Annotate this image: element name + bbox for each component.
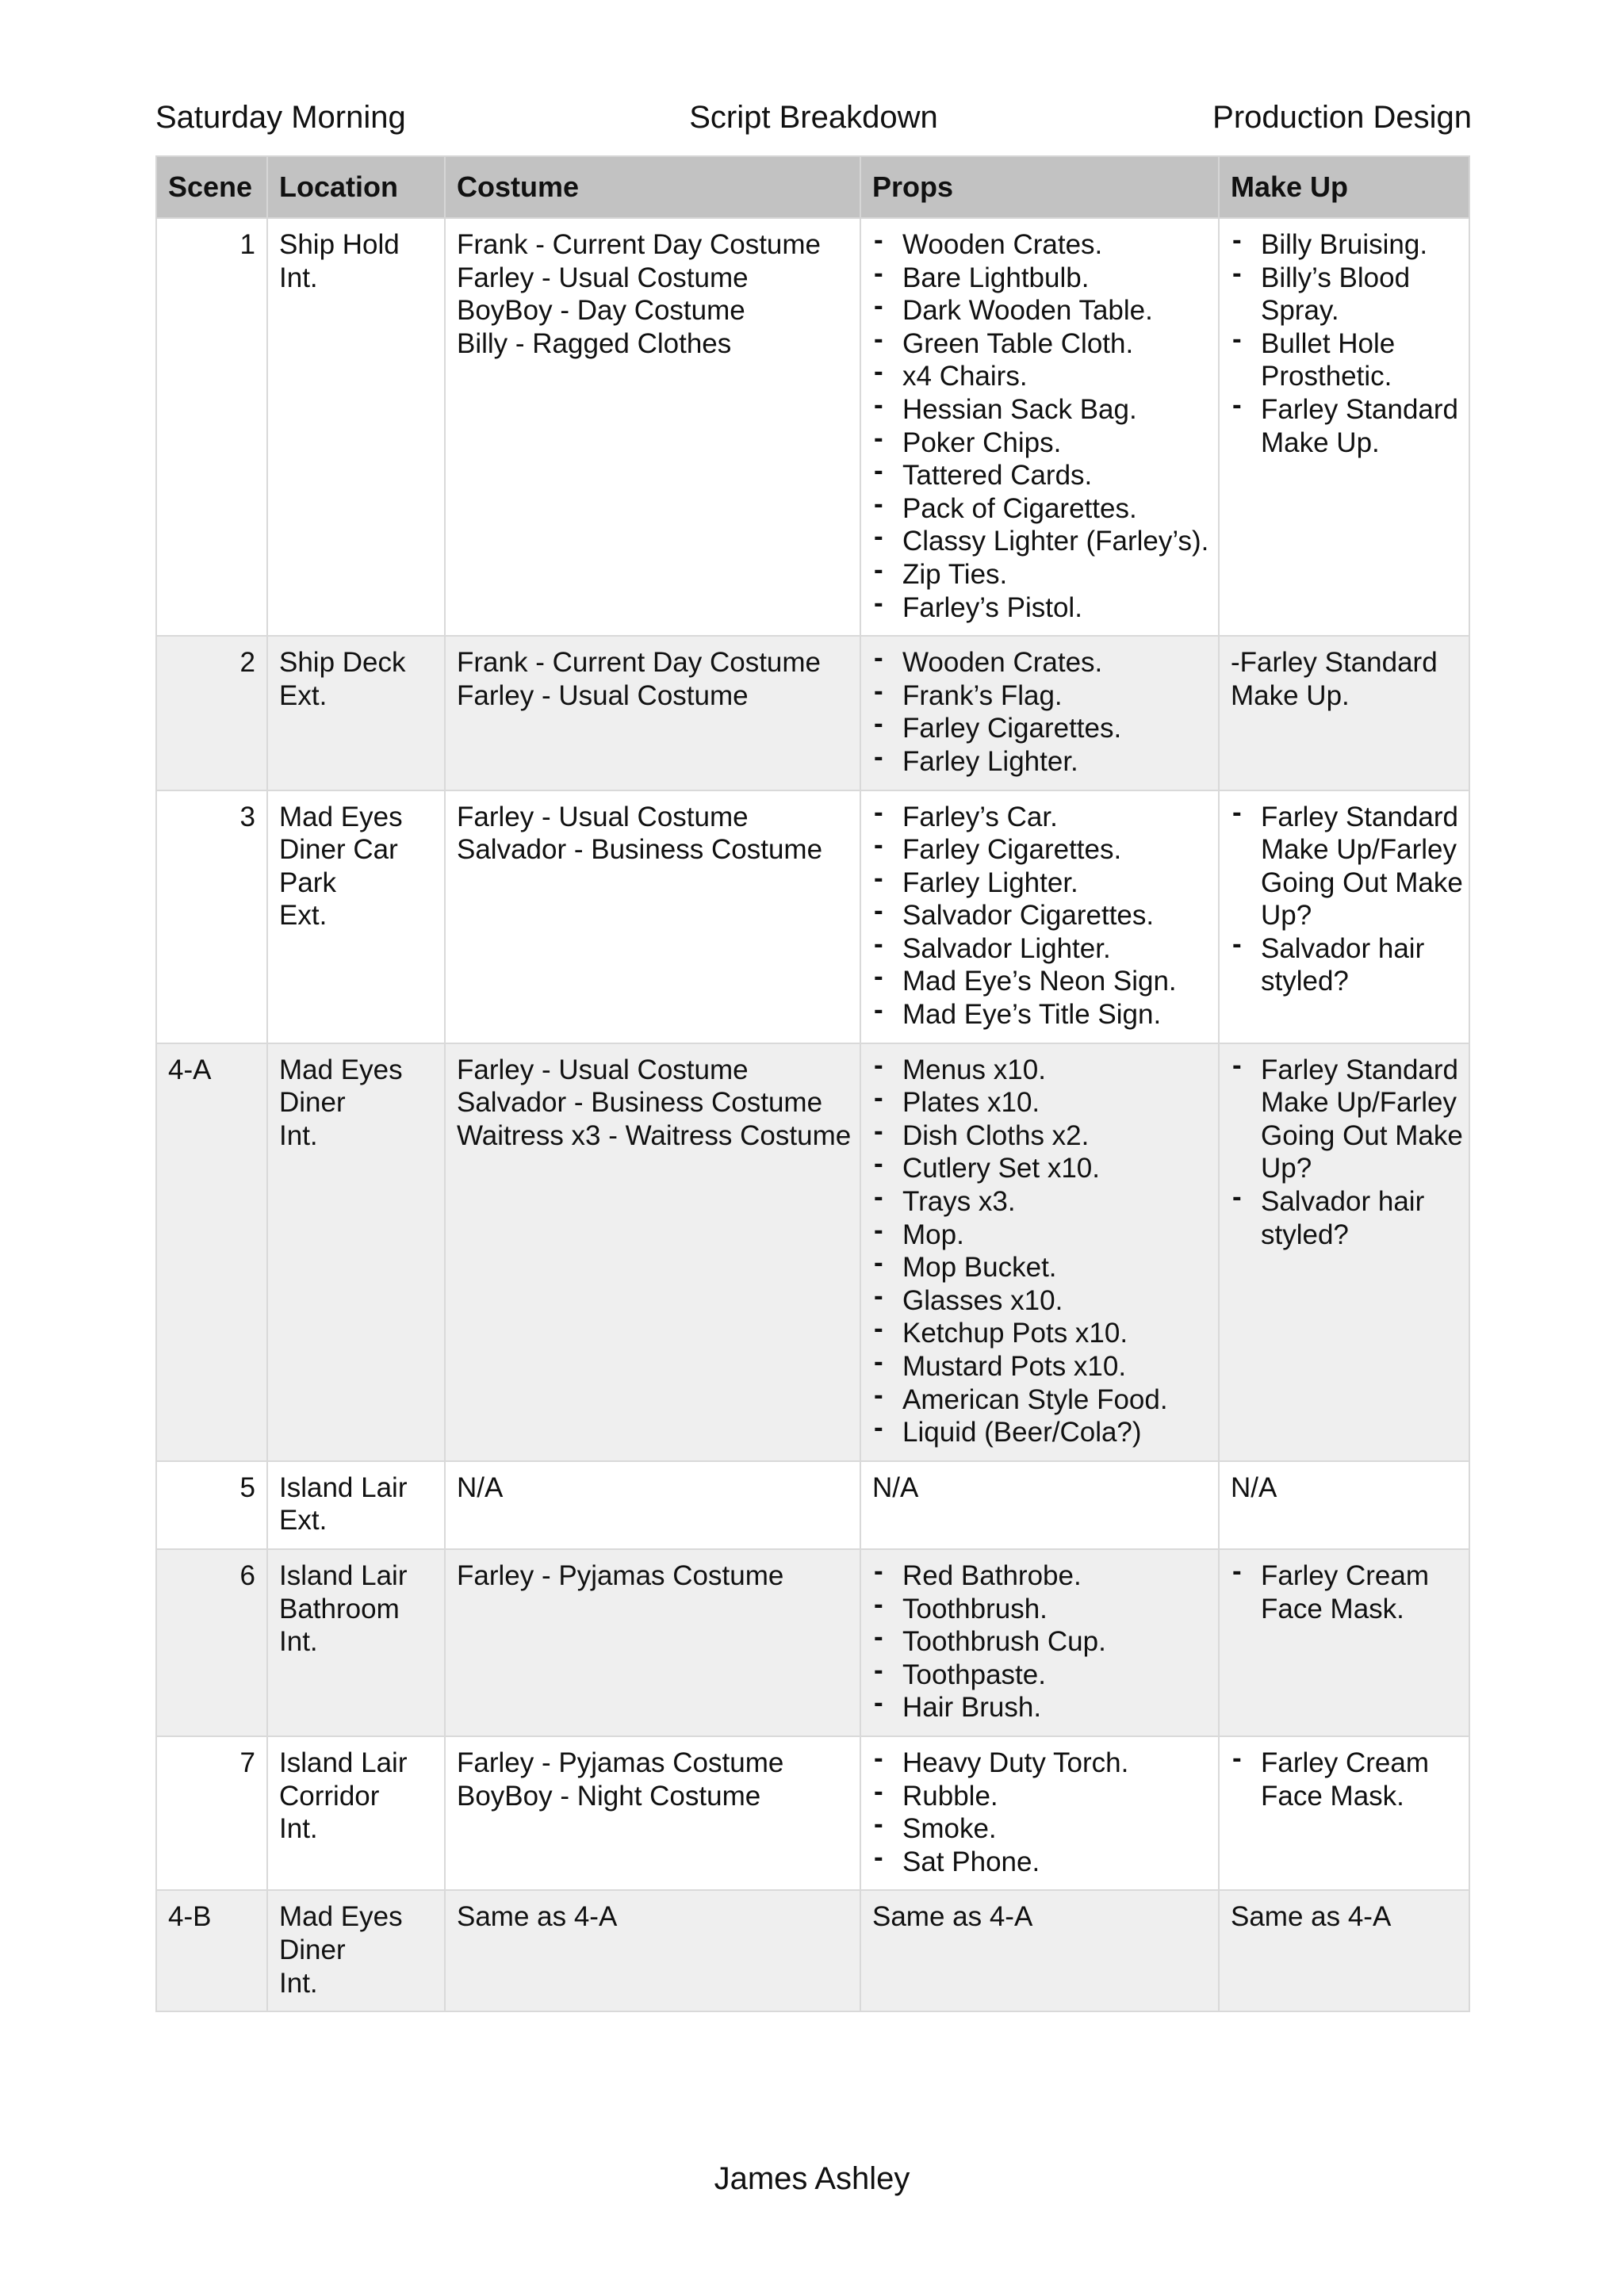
costume-cell (445, 790, 860, 1043)
location-cell (267, 1736, 445, 1890)
costume-line: Billy - Ragged Clothes (457, 327, 732, 359)
list-item: - Mad Eye’s Title Sign. (872, 998, 1207, 1031)
column-header-make-up: Make Up (1219, 156, 1469, 218)
list-item: - Farley Cigarettes. (872, 712, 1207, 745)
list-item: - American Style Food. (872, 1383, 1207, 1417)
location-line: Int. (279, 1967, 318, 1999)
list-item: - Toothpaste. (872, 1659, 1207, 1692)
location-line: Ext. (279, 900, 327, 932)
costume-cell (445, 1736, 860, 1890)
column-header-location: Location (267, 156, 445, 218)
table-row (156, 1043, 1469, 1461)
costume-cell (445, 1043, 860, 1461)
list-item: - Menus x10. (872, 1054, 1207, 1087)
list-item-line: - Billy’s Blood (1261, 262, 1411, 293)
costume-line: Farley - Pyjamas Costume (457, 1559, 784, 1591)
header-department: Production Design (1212, 100, 1472, 135)
make-up-line: Make Up. (1231, 679, 1350, 711)
costume-line: Frank - Current Day Costume (457, 229, 822, 260)
list-item: - Toothbrush. (872, 1593, 1207, 1626)
list-item: - Green Table Cloth. (872, 327, 1207, 361)
location-line: Diner (279, 1934, 346, 1965)
location-line: Diner (279, 1087, 346, 1119)
header-document-title: Script Breakdown (689, 100, 938, 135)
table-header-row (156, 156, 1469, 218)
location-line: Diner Car (279, 834, 398, 866)
list-item: - Liquid (Beer/Cola?) (872, 1416, 1207, 1449)
location-line: Park (279, 867, 336, 898)
costume-cell (445, 1549, 860, 1736)
location-line: Int. (279, 1626, 318, 1658)
scene-cell: 4-B (156, 1890, 267, 2011)
make-up-cell (1219, 1736, 1469, 1890)
location-cell (267, 790, 445, 1043)
scene-cell: 1 (156, 218, 267, 636)
list-item-line: - Bullet Hole (1261, 327, 1396, 359)
costume-line: Same as 4-A (457, 1901, 618, 1933)
list-item-line: - Farley Cream (1261, 1559, 1429, 1591)
make-up-cell (1219, 790, 1469, 1043)
location-line: Mad Eyes (279, 801, 403, 832)
list-item (1231, 228, 1457, 262)
list-item-line: Make Up/Farley (1261, 1087, 1457, 1119)
list-item-line: Make Up/Farley (1261, 834, 1457, 866)
location-line: Ext. (279, 1505, 327, 1536)
list-item-line: - Farley Standard (1261, 801, 1459, 832)
list-item: - Frank’s Flag. (872, 679, 1207, 713)
location-line: Int. (279, 1119, 318, 1151)
table-row (156, 790, 1469, 1043)
location-line: Ship Hold (279, 229, 400, 260)
list-item: - Salvador Cigarettes. (872, 899, 1207, 932)
make-up-cell (1219, 1043, 1469, 1461)
footer-author: James Ashley (714, 2161, 910, 2196)
location-line: Island Lair (279, 1471, 408, 1503)
list-item: - Mustard Pots x10. (872, 1350, 1207, 1383)
make-up-cell (1219, 1549, 1469, 1736)
list-item: - Glasses x10. (872, 1284, 1207, 1318)
list-item: - Toothbrush Cup. (872, 1625, 1207, 1659)
list-item: - Mop. (872, 1219, 1207, 1252)
costume-line: Farley - Usual Costume (457, 801, 749, 832)
list-item (1231, 1185, 1457, 1251)
scene-cell: 2 (156, 636, 267, 790)
column-header-scene: Scene (156, 156, 267, 218)
list-item-line: - Salvador hair (1261, 932, 1425, 964)
list-item: - x4 Chairs. (872, 360, 1207, 393)
costume-cell (445, 1461, 860, 1549)
list-item: - Heavy Duty Torch. (872, 1747, 1207, 1780)
list-item-line: Up? (1261, 900, 1312, 932)
make-up-cell (1219, 636, 1469, 790)
make-up-line: -Farley Standard (1231, 647, 1438, 679)
list-item (1231, 801, 1463, 932)
list-item-line: styled? (1261, 966, 1349, 997)
list-item: - Zip Ties. (872, 558, 1207, 591)
location-line: Mad Eyes (279, 1054, 403, 1085)
list-item: - Hair Brush. (872, 1691, 1207, 1724)
list-item: - Bare Lightbulb. (872, 262, 1207, 295)
list-item: - Salvador Lighter. (872, 932, 1207, 966)
location-line: Island Lair (279, 1559, 408, 1591)
make-up-cell (1219, 1890, 1469, 2011)
list-item: - Dark Wooden Table. (872, 294, 1207, 327)
make-up-line: Same as 4-A (1231, 1901, 1392, 1933)
dash-list (1231, 1054, 1463, 1252)
costume-cell (445, 1890, 860, 2011)
props-cell (860, 790, 1219, 1043)
list-item: - Mad Eye’s Neon Sign. (872, 965, 1207, 998)
table-row (156, 1549, 1469, 1736)
location-cell (267, 1549, 445, 1736)
list-item: - Farley Cigarettes. (872, 833, 1207, 867)
costume-line: BoyBoy - Night Costume (457, 1780, 761, 1812)
list-item: - Trays x3. (872, 1185, 1207, 1219)
costume-line: Waitress x3 - Waitress Costume (457, 1119, 852, 1151)
list-item (1231, 262, 1457, 327)
scene-cell: 7 (156, 1736, 267, 1890)
costume-cell (445, 636, 860, 790)
dash-list (872, 1559, 1207, 1724)
location-cell (267, 1043, 445, 1461)
list-item: - Pack of Cigarettes. (872, 492, 1207, 526)
list-item: - Farley’s Car. (872, 801, 1207, 834)
list-item (1231, 1747, 1457, 1812)
list-item: - Cutlery Set x10. (872, 1152, 1207, 1185)
dash-list (1231, 228, 1457, 459)
list-item: - Rubble. (872, 1780, 1207, 1813)
table-row (156, 1890, 1469, 2011)
dash-list (872, 1747, 1207, 1878)
list-item: - Red Bathrobe. (872, 1559, 1207, 1593)
make-up-cell (1219, 218, 1469, 636)
costume-line: Frank - Current Day Costume (457, 647, 822, 679)
make-up-line: N/A (1231, 1471, 1277, 1503)
costume-cell (445, 218, 860, 636)
list-item-line: Spray. (1261, 295, 1339, 327)
list-item-line: Face Mask. (1261, 1593, 1404, 1624)
header-project-title: Saturday Morning (155, 100, 406, 135)
costume-line: BoyBoy - Day Costume (457, 295, 745, 327)
list-item (1231, 1559, 1457, 1625)
costume-line: Farley - Pyjamas Costume (457, 1747, 784, 1778)
scene-cell: 5 (156, 1461, 267, 1549)
list-item (1231, 932, 1457, 998)
costume-line: Salvador - Business Costume (457, 834, 823, 866)
location-line: Island Lair (279, 1747, 408, 1778)
costume-line: Farley - Usual Costume (457, 1054, 749, 1085)
list-item-line: Going Out Make (1261, 867, 1463, 898)
make-up-cell (1219, 1461, 1469, 1549)
table-body (156, 218, 1469, 2011)
list-item: - Plates x10. (872, 1086, 1207, 1119)
dash-list (872, 228, 1207, 624)
script-breakdown-table (155, 155, 1470, 2012)
list-item: - Ketchup Pots x10. (872, 1317, 1207, 1350)
list-item: - Wooden Crates. (872, 646, 1207, 679)
list-item: - Hessian Sack Bag. (872, 393, 1207, 427)
list-item-line: styled? (1261, 1219, 1349, 1250)
dash-list (872, 1054, 1207, 1449)
list-item: - Dish Cloths x2. (872, 1119, 1207, 1153)
dash-list (1231, 1559, 1457, 1625)
table-row (156, 218, 1469, 636)
list-item-line: Going Out Make (1261, 1119, 1463, 1151)
props-cell (860, 1461, 1219, 1549)
scene-cell: 3 (156, 790, 267, 1043)
list-item: - Poker Chips. (872, 427, 1207, 460)
dash-list (1231, 1747, 1457, 1812)
dash-list (1231, 801, 1463, 999)
props-cell (860, 1736, 1219, 1890)
location-line: Int. (279, 262, 318, 293)
list-item (1231, 327, 1457, 393)
table-row (156, 1736, 1469, 1890)
location-line: Ext. (279, 679, 327, 711)
props-line: Same as 4-A (872, 1901, 1033, 1933)
table-row (156, 1461, 1469, 1549)
location-cell (267, 636, 445, 790)
list-item (1231, 1054, 1463, 1185)
column-header-costume: Costume (445, 156, 860, 218)
props-cell (860, 218, 1219, 636)
props-cell (860, 1549, 1219, 1736)
list-item-line: Face Mask. (1261, 1780, 1404, 1812)
props-cell (860, 636, 1219, 790)
dash-list (872, 646, 1207, 778)
location-cell (267, 218, 445, 636)
list-item: - Farley Lighter. (872, 867, 1207, 900)
list-item: - Farley Lighter. (872, 745, 1207, 779)
list-item-line: Prosthetic. (1261, 361, 1392, 392)
list-item-line: - Salvador hair (1261, 1186, 1425, 1218)
location-line: Corridor (279, 1780, 380, 1812)
costume-line: Salvador - Business Costume (457, 1087, 823, 1119)
dash-list (872, 801, 1207, 1031)
location-cell (267, 1461, 445, 1549)
list-item-line: - Farley Standard (1261, 393, 1459, 425)
list-item: - Tattered Cards. (872, 459, 1207, 492)
props-cell (860, 1043, 1219, 1461)
list-item: - Classy Lighter (Farley’s). (872, 525, 1207, 558)
props-cell (860, 1890, 1219, 2011)
props-line: N/A (872, 1471, 919, 1503)
costume-line: Farley - Usual Costume (457, 262, 749, 293)
list-item: - Sat Phone. (872, 1846, 1207, 1879)
scene-cell: 6 (156, 1549, 267, 1736)
costume-line: Farley - Usual Costume (457, 679, 749, 711)
location-line: Ship Deck (279, 647, 406, 679)
list-item-line: Make Up. (1261, 427, 1380, 458)
column-header-props: Props (860, 156, 1219, 218)
list-item (1231, 393, 1457, 459)
location-cell (267, 1890, 445, 2011)
location-line: Mad Eyes (279, 1901, 403, 1933)
scene-cell: 4-A (156, 1043, 267, 1461)
table-row (156, 636, 1469, 790)
list-item-line: - Farley Cream (1261, 1747, 1429, 1778)
list-item: - Farley’s Pistol. (872, 591, 1207, 625)
list-item: - Smoke. (872, 1812, 1207, 1846)
costume-line: N/A (457, 1471, 504, 1503)
location-line: Int. (279, 1813, 318, 1845)
list-item-line: - Farley Standard (1261, 1054, 1459, 1085)
page-header (155, 94, 1472, 141)
list-item-line: Up? (1261, 1153, 1312, 1184)
list-item: - Mop Bucket. (872, 1251, 1207, 1284)
list-item: - Wooden Crates. (872, 228, 1207, 262)
list-item-line: - Billy Bruising. (1261, 229, 1428, 260)
location-line: Bathroom (279, 1593, 400, 1624)
